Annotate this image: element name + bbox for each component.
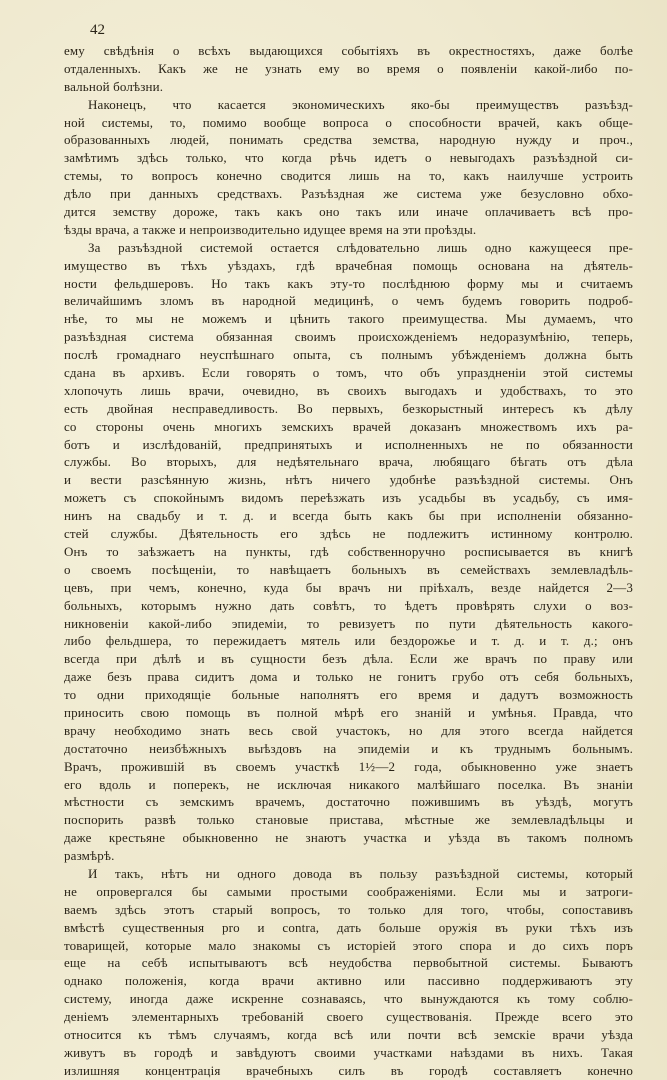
text-line: вальной болѣзни.: [64, 78, 164, 94]
text-line: можетъ съ спокойнымъ видомъ переѣзжать изъ усадьбы въ усадьбу, съ имя-: [64, 490, 633, 506]
text-line: никновеніи какой-либо эпидеміи, то ревизуетъ по пути дѣятельность какого-: [64, 615, 633, 631]
text-line: и вести разсѣянную жизнь, нѣтъ ничего удобнѣе разъѣздной системы. Онъ: [64, 472, 633, 488]
text-line: о своемъ посѣщеніи, то навѣщаетъ больныхъ въ семействахъ землевладѣль-: [64, 561, 633, 577]
text-line: его вдоль и поперекъ, не исключая никакого малѣйшаго поселка. Въ знаніи: [64, 776, 633, 792]
text-line: систему, иногда даже искренне сознаваясь, что вынуждаются къ тому соблю-: [64, 991, 633, 1007]
text-line: размѣрѣ.: [64, 848, 115, 864]
text-line: Онъ то заѣзжаетъ на пункты, гдѣ собственноручно росписывается въ книгѣ: [64, 543, 633, 559]
text-line: всегда при дѣлѣ и въ сущности безъ дѣла. Если же врачъ по праву или: [64, 651, 633, 667]
text-line: есть двойная несправедливость. Во первыхъ, безкорыстный интересъ къ дѣлу: [64, 400, 633, 416]
text-line: нѣе, то мы не можемъ и цѣнить такого преимущества. Мы думаемъ, что: [64, 311, 633, 327]
text-line: ной системы, то, помимо вообще вопроса о способности врачей, какъ обще-: [64, 114, 633, 130]
text-line: сдана въ архивъ. Если говорять о томъ, что объ упраздненіи этой системы: [64, 365, 633, 381]
text-line: приносить свою помощь въ полной мѣрѣ его знаній и умѣнья. Правда, что: [64, 704, 633, 720]
text-line: И такъ, нѣтъ ни одного довода въ пользу разъѣздной системы, который: [88, 865, 633, 881]
text-line: стей службы. Дѣятельность его здѣсь не подлежитъ истинному контролю.: [64, 526, 633, 542]
text-line: образованныхъ людей, понимать средства земства, народную нужду и проч.,: [64, 132, 633, 148]
text-line: хлопочуть лишь врачи, очевидно, въ своихъ выгодахъ и удобствахъ, то это: [64, 382, 633, 398]
text-line: однако положенія, когда врачи активно или пассивно поддерживаютъ эту: [64, 973, 633, 989]
page-number: 42: [90, 22, 105, 38]
text-line: ботъ и изслѣдованій, предпринятыхъ и исполненныхъ не по обязанности: [64, 436, 633, 452]
text-line: отдаленныхъ. Какъ же не узнать ему во время о появленіи какой-либо по-: [64, 60, 633, 76]
text-line: со стороны очень многихъ земскихъ врачей доказанъ множествомъ ихъ ра-: [64, 418, 633, 434]
text-line: вмѣстѣ существенныя pro и contra, дать больше оружія въ руки тѣхъ изъ: [64, 919, 633, 935]
text-line: мѣстности съ земскимъ врачемъ, достаточно пожившимъ въ уѣздѣ, могутъ: [64, 794, 633, 810]
text-line: разъѣздная система обязанная своимъ происхожденіемъ недоразумѣнію, теперь,: [64, 329, 633, 345]
text-line: больныхъ, которымъ нужно дать совѣтъ, то ѣдетъ провѣрять слухи о воз-: [64, 597, 633, 613]
text-line: стемы, то вопросъ конечно сводится лишь на то, какъ наилучше устроить: [64, 168, 633, 184]
text-line: врачу необходимо знать весь свой участокъ, но для этого всегда найдется: [64, 722, 633, 738]
text-line: достаточно неизбѣжныхъ выѣздовъ на эпидеміи и къ труднымъ больнымъ.: [64, 740, 633, 756]
text-line: ности фельдшеровъ. Но такъ какъ эту-то послѣднюю форму мы и считаемъ: [64, 275, 633, 291]
text-line: товарищей, которые мало знакомы съ исторіей этого спора и до сихъ поръ: [64, 937, 633, 953]
text-line: поспорить развѣ только становые пристава, мѣстные же землевладѣльцы и: [64, 812, 633, 828]
text-line: За разъѣздной системой остается слѣдовательно лишь одно кажущееся пре-: [88, 239, 633, 255]
text-line: Наконецъ, что касается экономическихъ яко-бы преимуществъ разъѣзд-: [88, 96, 633, 112]
text-line: Врачъ, проживш‌ій въ своемъ участкѣ 1½—2 года, обыкновенно уже знаетъ: [64, 758, 633, 774]
text-line: нинъ на свадьбу и т. д. и всегда быть какъ бы при исполненіи обязанно-: [64, 508, 633, 524]
text-line: замѣтимъ здѣсь только, что когда рѣчь идетъ о невыгодахъ разъѣздной си-: [64, 150, 633, 166]
text-line: относится къ тѣмъ случаямъ, когда всѣ или почти всѣ земскіе врачи уѣзда: [64, 1026, 633, 1042]
text-line: излишняя концентрація врачебныхъ силъ въ городѣ составляетъ конечно: [64, 1062, 633, 1078]
text-line: ему свѣдѣнія о всѣхъ выдающихся событіяхъ въ окрестностяхъ, даже болѣе: [64, 43, 633, 58]
text-line: еще на себѣ испытываютъ всѣ неудобства первобытной системы. Бываютъ: [64, 955, 633, 971]
body-text: [64, 42, 633, 1080]
text-line: величайшимъ зломъ въ народной медицинѣ, о чемъ будемъ говорить подроб-: [64, 293, 633, 309]
text-line: имущество въ тѣхъ уѣздахъ, гдѣ врачебная помощь основана на дѣятель-: [64, 257, 633, 273]
text-line: цевъ, при чемъ, конечно, куда бы врачъ ни пріѣхалъ, везде найдется 2—3: [64, 579, 633, 595]
text-line: не опровергался бы самыми простыми соображеніями. Если мы и затроги-: [64, 883, 633, 899]
text-line: даже безъ права сидитъ дома и только не гонитъ грубо отъ себя больныхъ,: [64, 669, 633, 685]
text-line: службы. Во вторыхъ, для недѣятельнаго врача, любящаго бѣгать отъ дѣла: [64, 454, 633, 470]
text-line: даже крестьяне обыкновенно не знаютъ участка и уѣзда въ такомъ полномъ: [64, 830, 633, 846]
text-line: послѣ громаднаго неуспѣшнаго опыта, съ полнымъ убѣжденіемъ должна быть: [64, 347, 633, 363]
text-line: то одни приходящіе больные наполнятъ его время и дадутъ возможность: [64, 687, 633, 703]
text-line: живутъ въ городѣ и завѣдуютъ своими участками наѣздами въ нихъ. Такая: [64, 1044, 633, 1060]
text-line: деніемъ элементарныхъ требованій своего существованія. Прежде всего это: [64, 1009, 633, 1025]
text-line: ѣзды врача, а также и непроизводительно идущее время на эти проѣзды.: [64, 221, 477, 237]
text-line: дѣло при данныхъ средствахъ. Разъѣздная же система уже безусловно обхо-: [64, 186, 633, 202]
text-line: ваемъ здѣсь этотъ старый вопросъ, то только для того, чтобы, сопоставивъ: [64, 901, 633, 917]
text-line: либо фельдшера, то пережидаетъ мятель или бездорожье и т. д. и т. д.; онъ: [64, 633, 633, 649]
text-line: дится земству дороже, такъ какъ оно такъ или иначе оплачиваетъ всѣ про-: [64, 204, 633, 220]
